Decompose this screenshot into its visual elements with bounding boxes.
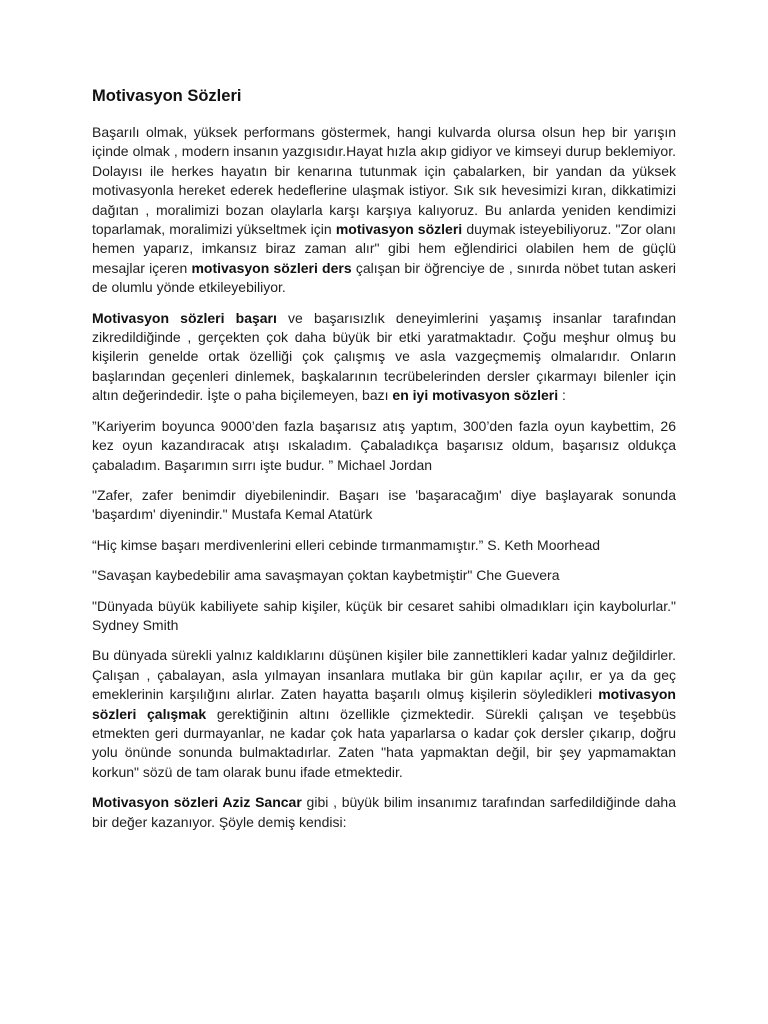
quote-moorhead: “Hiç kimse başarı merdivenlerini elleri cebinde tırmanmamıştır.” S. Keth Moorhead [92,536,601,553]
page-title: Motivasyon Sözleri [92,87,242,105]
work-paragraph [92,646,676,782]
quote-michael-jordan: ”Kariyerim boyunca 9000’den fazla başarısız atış yaptım, 300’den fazla oyun kaybettim, 26 kez oyun kazandıracak atışı ıskaladım. Çabaladıkça başarısız oldum, başarısız oldukça çabaladım. Başarımın sırrı işte budur. ” Michael Jordan [92,417,676,473]
aziz-sancar-paragraph [92,793,676,832]
text-segment: gibi , büyük bilim insanımız tarafından sarfedildiğinde daha bir değer kazanıyor. Şöyle demiş kendisi: [92,794,676,830]
text-segment: Başarılı olmak, yüksek performans göstermek, hangi kulvarda olursa olsun hep bir yarışın içinde olmak , modern insanın yazgısıdır.Hayat hızla akıp gidiyor ve kimseyi durup beklemiyor. Dolayısı ile herkes hayatın bir kenarına tutunmak için çabalarken, bir yandan da yüksek motivasyonla hereket ederek hedeflerine ulaşmak istiyor. Sık sık hevesimizi kıran, dikkatimizi dağıtan , moralimizi bozan olaylarla karşı karşıya kalıyoruz. Bu anlarda yeniden kendimizi toparlamak, moralimizi yükseltmek için [92,124,676,238]
text-segment: : [558,387,566,404]
intro-paragraph [92,123,676,298]
keyword-en-iyi-motivasyon-sozleri: en iyi motivasyon sözleri [392,387,559,404]
keyword-motivasyon-sozleri-calismak: motivasyon sözleri çalışmak [92,686,676,722]
text-segment: ve başarısızlık deneyimlerini yaşamış insanlar tarafından zikredildiğinde , gerçekten çok daha büyük bir etki yaratmaktadır. Çoğu meşhur olmuş bu kişilerin genelde ortak özelliği çok çalışmış ve asla vazgeçmemiş olmalarıdır. Onların başlarından geçenleri dinlemek, başkalarının tecrübelerinden dersler çıkarmayı bilenler için altın değerindedir. İşte o paha biçilemeyen, bazı [92,309,676,404]
quote-che-guevera: "Savaşan kaybedebilir ama savaşmayan çoktan kaybetmiştir" Che Guevera [92,567,560,584]
success-paragraph [92,309,676,406]
quote-ataturk: "Zafer, zafer benimdir diyebilenindir. Başarı ise 'başaracağım' diye başlayarak sonunda 'başardım' diyenindir." Mustafa Kemal Atatürk [92,486,676,523]
keyword-motivasyon-sozleri-basari: Motivasyon sözleri başarı [92,309,277,326]
keyword-motivasyon-sozleri-aziz-sancar: Motivasyon sözleri Aziz Sancar [92,794,302,811]
text-segment: çalışan bir öğrenciye de , sınırda nöbet tutan askeri de olumlu yönde etkileyebiliyor. [92,259,676,296]
text-segment: duymak isteyebiliyoruz. "Zor olanı hemen yaparız, imkansız biraz zaman alır" gibi hem eğlendirici olabilen hem de güçlü mesajlar içeren [92,221,676,276]
text-segment: gerektiğinin altını özellikle çizmektedir. Sürekli çalışan ve teşebbüs etmekten geri durmayanlar, ne kadar çok hata yaparlarsa o kadar çok dersler çıkarıp, doğru yolu önünde sonunda bulmaktadırlar. Zaten "hata yapmaktan değil, bir şey yapmamaktan korkun" sözü de tam olarak bunu ifade etmektedir. [92,705,676,780]
document-body [92,86,676,843]
text-segment: Bu dünyada sürekli yalnız kaldıklarını düşünen kişiler bile zannettikleri kadar yalnız değildirler. Çalışan , çabalayan, asla yılmayan insanlara mutlaka bir gün kapılar açılır, er ya da geç emeklerinin karşılığını alırlar. Zaten hayatta başarılı olmuş kişilerin söyledikleri [92,647,676,703]
keyword-motivasyon-sozleri: motivasyon sözleri [335,221,463,238]
keyword-motivasyon-sozleri-ders: motivasyon sözleri ders [191,259,352,276]
quote-sydney-smith: "Dünyada büyük kabiliyete sahip kişiler, küçük bir cesaret sahibi olmadıkları için kaybolurlar." Sydney Smith [92,597,676,633]
